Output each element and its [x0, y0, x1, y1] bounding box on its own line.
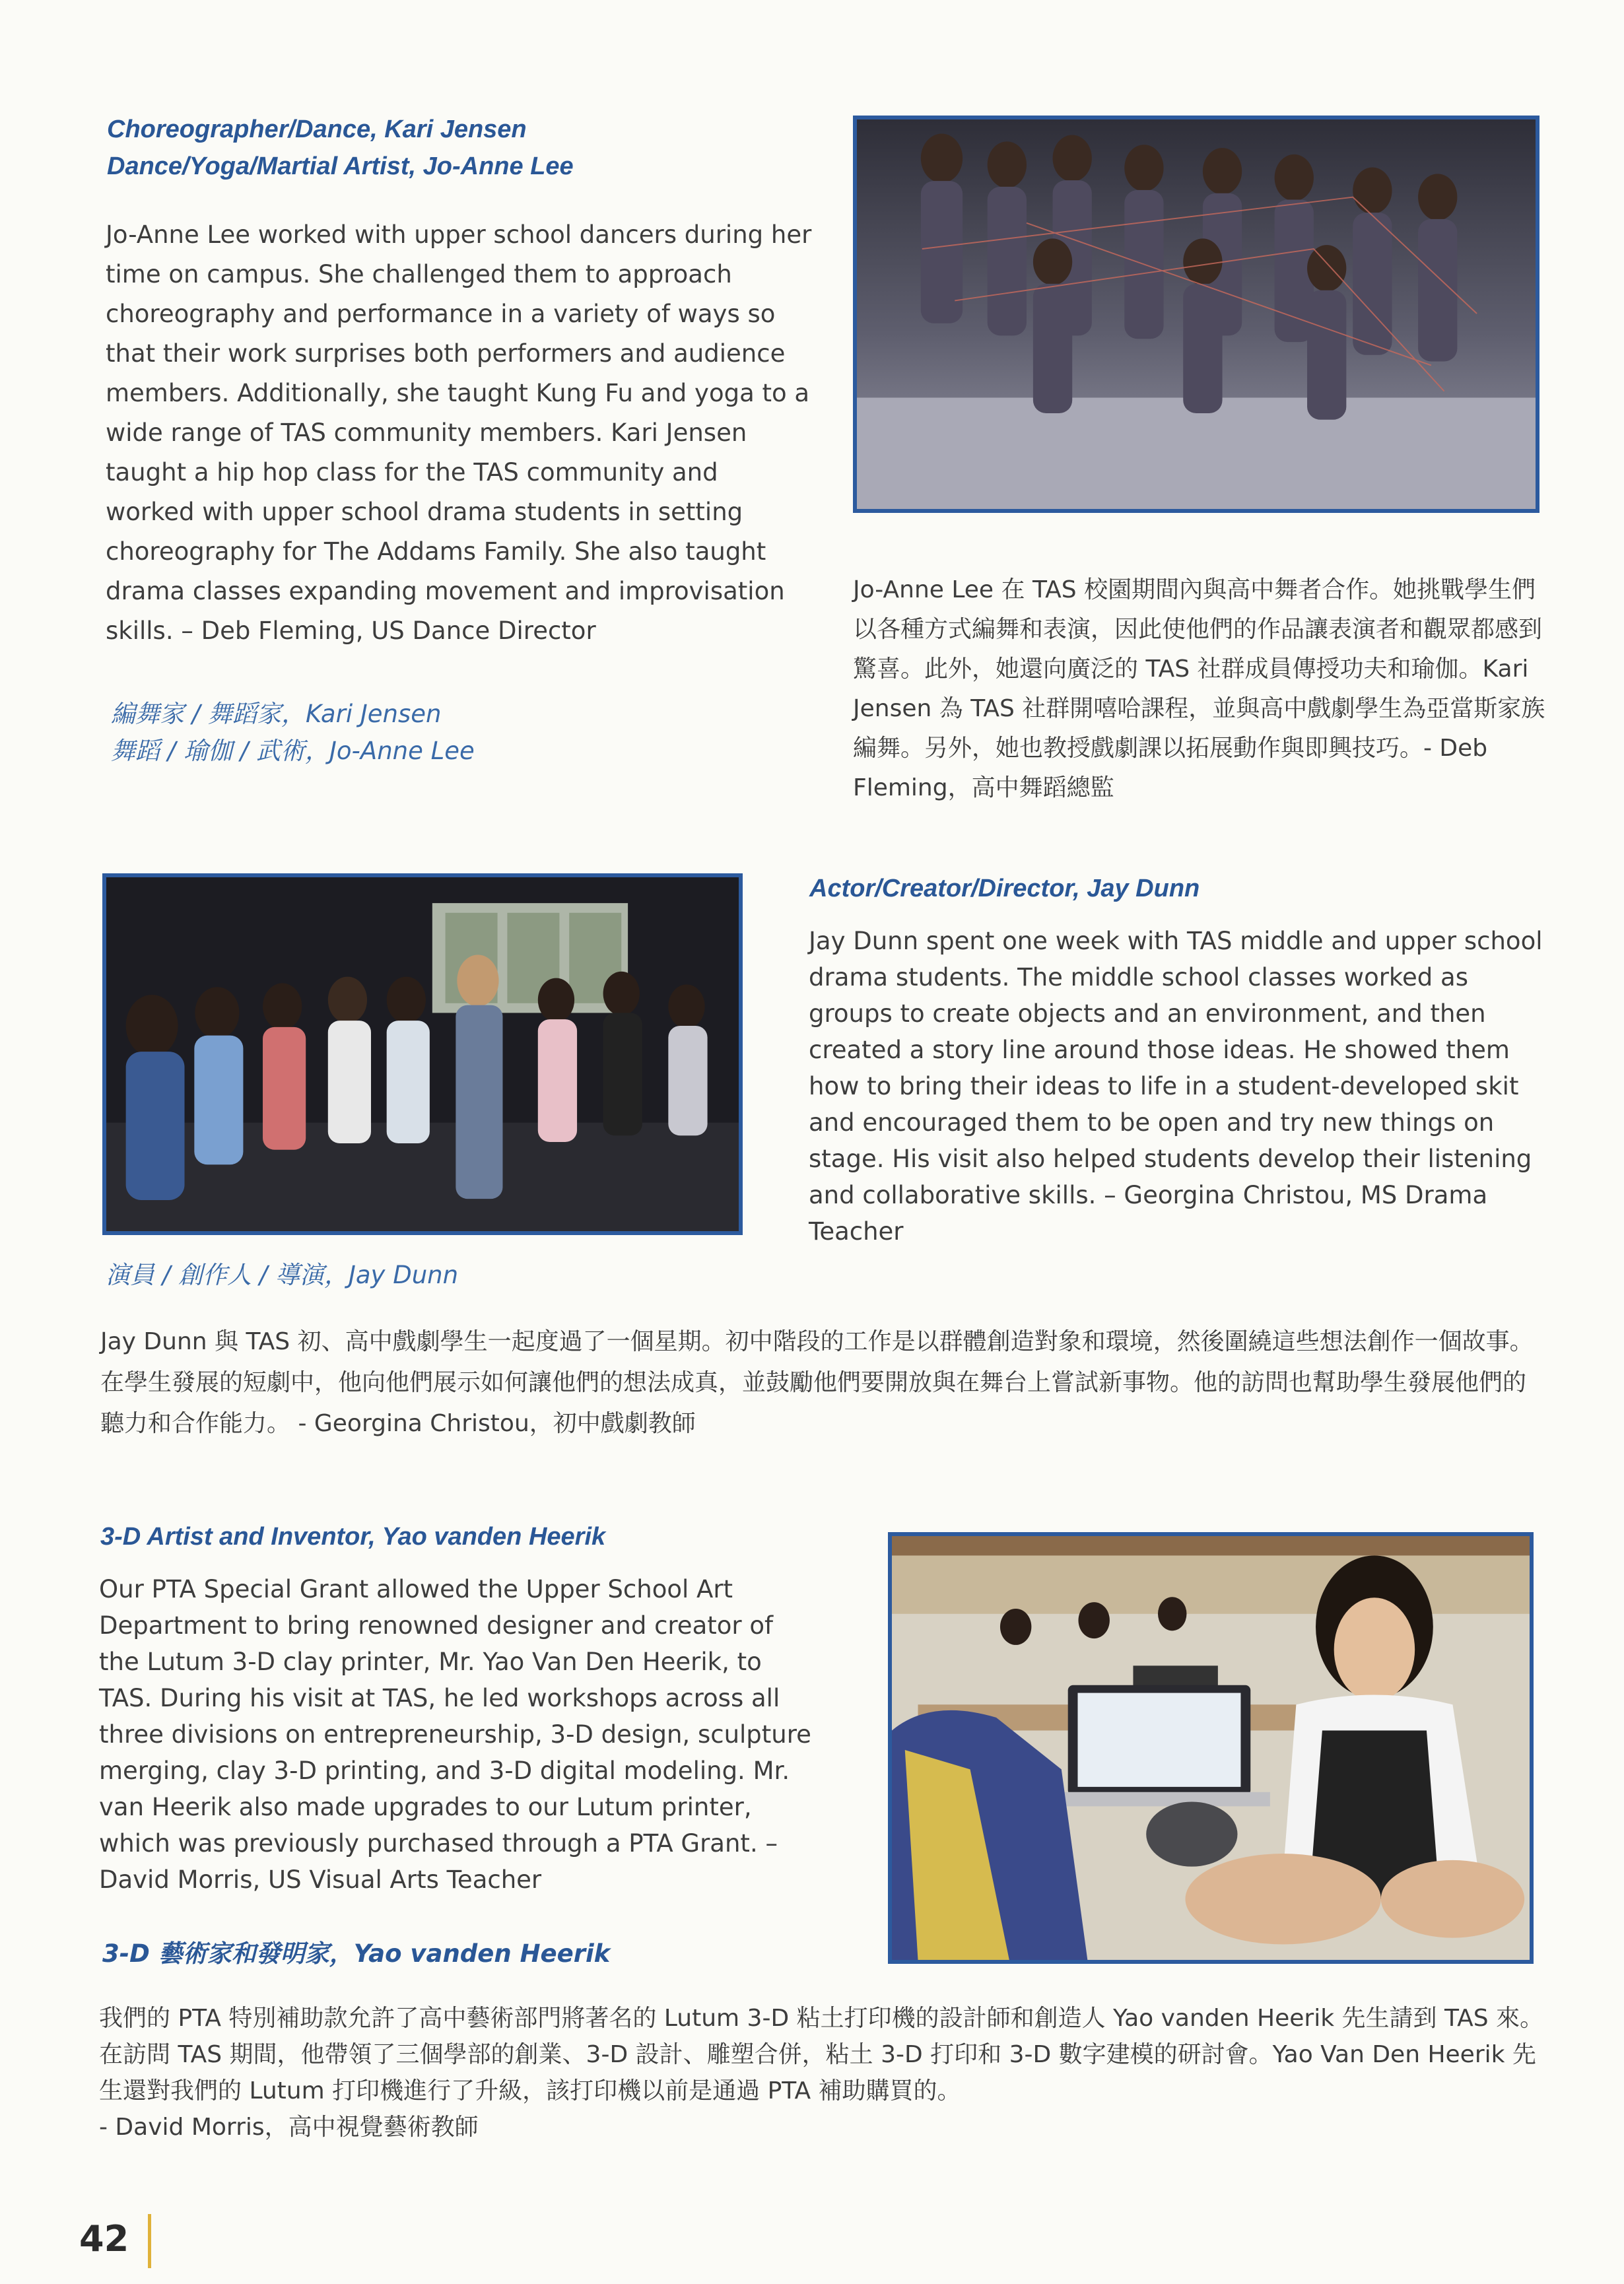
section1-body-zh: Jo-Anne Lee 在 TAS 校園期間內與高中舞者合作。她挑戰學生們以各種方式編舞和表演，因此使他們的作品讓表演者和觀眾都感到驚喜。此外，她還向廣泛的 TAS 社群成員傳授功夫和瑜伽。Kari Jensen 為 TAS 社群開嘻哈課程，並與高中戲劇學生為亞當斯家族編舞。另外，她也教授戲劇課以拓展動作與即興技巧。- Deb Fleming，高中舞蹈總監	[853, 576, 1545, 801]
section3-body-en-container	[99, 1571, 812, 1898]
scanning-photo-icon	[892, 1536, 1530, 1960]
section3-heading-zh	[102, 1935, 829, 1972]
heading-zh-dance-yoga: 舞蹈 / 瑜伽 / 武術，Jo-Anne Lee	[111, 737, 475, 765]
section2-body-en: Jay Dunn spent one week with TAS middle and upper school drama students. The middle school classes worked as groups to create objects and an environment, and then created a story line around those ideas. He showed them how to bring their ideas to life in a student-developed skit and encouraged them to be open and try new things on stage. His visit also helped students develop their listening and collaborative skills. – Georgina Christou, MS Drama Teacher	[809, 927, 1543, 1246]
page-number: 42	[79, 2218, 129, 2260]
heading-choreographer: Choreographer/Dance, Kari Jensen	[107, 116, 527, 143]
3d-scanning-photo	[888, 1532, 1534, 1964]
section-choreographer	[107, 111, 807, 185]
heading-zh-choreographer: 編舞家 / 舞蹈家，Kari Jensen	[111, 700, 442, 728]
section2-body-zh-container	[100, 1322, 1539, 1444]
section2-heading-zh	[106, 1257, 766, 1294]
section1-body-en-container	[106, 215, 812, 651]
section1-body-en: Jo-Anne Lee worked with upper school dancers during her time on campus. She challenged them to approach choreography and performance in a variety of ways so that their work surprises both performers and audience members. Additionally, she taught Kung Fu and yoga to a wide range of TAS community members. Kari Jensen taught a hip hop class for the TAS community and worked with upper school drama students in setting choreography for The Addams Family. She also taught drama classes expanding movement and improvisation skills. – Deb Fleming, US Dance Director	[106, 220, 812, 645]
drama-class-photo	[102, 873, 743, 1235]
dancers-group-photo	[853, 116, 1539, 513]
section3-body-zh-container	[99, 2000, 1551, 2145]
heading-zh-3d-artist: 3-D 藝術家和發明家，Yao vanden Heerik	[102, 1939, 611, 1968]
section-3d-artist	[100, 1518, 860, 1555]
heading-3d-artist: 3-D Artist and Inventor, Yao vanden Heerik	[100, 1523, 606, 1551]
page-number-rule	[148, 2214, 151, 2268]
section3-body-zh: 我們的 PTA 特別補助款允許了高中藝術部門將著名的 Lutum 3-D 粘土打印機的設計師和創造人 Yao vanden Heerik 先生請到 TAS 來。在訪問 TAS 期間，他帶領了三個學部的創業、3-D 設計、雕塑合併，粘土 3-D 打印和 3-D 數字建模的研討會。Yao Van Den Heerik 先生還對我們的 Lutum 打印機進行了升級，該打印機以前是通過 PTA 補助購買的。	[99, 2005, 1544, 2104]
section2-body-zh: Jay Dunn 與 TAS 初、高中戲劇學生一起度過了一個星期。初中階段的工作是以群體創造對象和環境，然後圍繞這些想法創作一個故事。在學生發展的短劇中，他向他們展示如何讓他們的想法成真，並鼓勵他們要開放與在舞台上嘗試新事物。他的訪問也幫助學生發展他們的聽力和合作能力。 - Georgina Christou，初中戲劇教師	[100, 1328, 1534, 1437]
heading-actor: Actor/Creator/Director, Jay Dunn	[809, 875, 1200, 902]
section1-body-zh-container	[853, 570, 1546, 808]
section1-heading-zh	[111, 696, 811, 770]
heading-zh-actor: 演員 / 創作人 / 導演，Jay Dunn	[106, 1261, 459, 1289]
section2-body-en-container	[809, 923, 1548, 1250]
section3-body-en: Our PTA Special Grant allowed the Upper School Art Department to bring renowned designer and creator of the Lutum 3-D clay printer, Mr. Yao Van Den Heerik, to TAS. During his visit at TAS, he led workshops across all three divisions on entrepreneurship, 3-D design, sculpture merging, clay 3-D printing, and 3-D digital modeling. Mr. van Heerik also made upgrades to our Lutum printer, which was previously purchased through a PTA Grant. – David Morris, US Visual Arts Teacher	[99, 1575, 811, 1894]
section3-body-zh-signature: - David Morris，高中視覺藝術教師	[99, 2114, 479, 2141]
drama-photo-icon	[106, 877, 739, 1231]
heading-dance-yoga: Dance/Yoga/Martial Artist, Jo-Anne Lee	[107, 152, 574, 180]
section-actor	[809, 870, 1549, 907]
dancers-photo-icon	[857, 119, 1536, 509]
